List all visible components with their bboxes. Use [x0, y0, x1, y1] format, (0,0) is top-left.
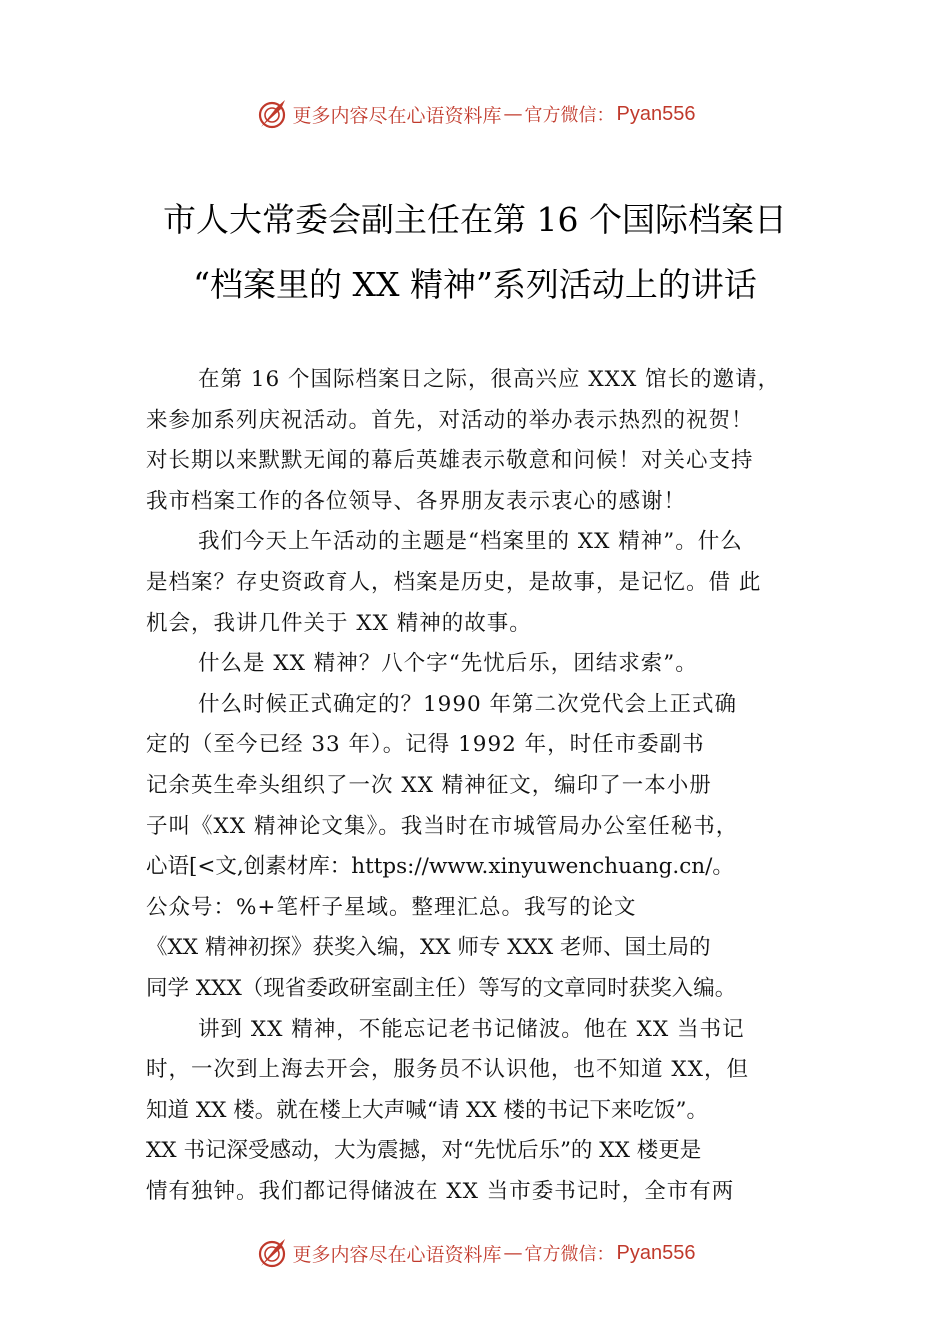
body-line: 讲到 XX 精神，不能忘记老书记储波。他在 XX 当书记 [198, 1016, 745, 1042]
header-banner [0, 94, 950, 134]
body-line: 公众号：%+笔杆子星域。整理汇总。我写的论文 [146, 894, 637, 920]
body-line: 机会，我讲几件关于 XX 精神的故事。 [146, 610, 532, 636]
body-line: 什么时候正式确定的？1990 年第二次党代会上正式确 [198, 691, 738, 717]
body-line: 同学 XXX（现省委政研室副主任）等写的文章同时获奖入编。 [146, 975, 737, 1001]
banner-wechat-id: Pyan556 [616, 102, 696, 125]
banner-wechat-id: Pyan556 [616, 1241, 696, 1264]
body-line: 《XX 精神初探》获奖入编，XX 师专 XXX 老师、国土局的 [146, 935, 711, 961]
document-title-line-2: “档案里的 XX 精神”系列活动上的讲话 [193, 265, 757, 304]
banner-text: 更多内容尽在心语资料库 [292, 104, 502, 127]
body-line: 子叫《XX 精神论文集》。我当时在市城管局办公室任秘书， [146, 813, 739, 839]
body-line: 我们今天上午活动的主题是“档案里的 XX 精神”。什么 [198, 529, 743, 555]
body-line: 记余英生牵头组织了一次 XX 精神征文，编印了一本小册 [146, 772, 712, 798]
body-line: 来参加系列庆祝活动。首先，对活动的举办表示热烈的祝贺！ [146, 407, 754, 433]
footer-banner [0, 1233, 950, 1273]
body-line: 情有独钟。我们都记得储波在 XX 当市委书记时，全市有两 [146, 1178, 735, 1204]
banner-wechat-label: 官方微信： [524, 105, 615, 126]
body-line: 时，一次到上海去开会，服务员不认识他，也不知道 XX，但 [146, 1057, 749, 1083]
document-body [146, 360, 836, 1212]
body-line: 我市档案工作的各位领导、各界朋友表示衷心的感谢！ [146, 488, 687, 514]
quill-logo-icon [255, 97, 289, 131]
body-line: 心语[<文,创素材库：https://www.xinyuwenchuang.cn/。 [146, 854, 734, 880]
banner-dash: — [503, 1242, 523, 1264]
body-line: 在第 16 个国际档案日之际，很高兴应 XXX 馆长的邀请， [198, 367, 781, 392]
body-line: XX 书记深受感动，大为震撼，对“先忧后乐”的 XX 楼更是 [146, 1138, 702, 1164]
banner-text: 更多内容尽在心语资料库 [292, 1243, 502, 1266]
body-line: 是档案？存史资政育人，档案是历史，是故事，是记忆。借 此 [146, 569, 762, 595]
document-title-line-1: 市人大常委会副主任在第 16 个国际档案日 [163, 200, 787, 239]
body-line: 对长期以来默默无闻的幕后英雄表示敬意和问候！对关心支持 [146, 448, 754, 474]
quill-logo-icon [255, 1236, 289, 1270]
banner-wechat-label: 官方微信： [524, 1244, 615, 1265]
body-line: 什么是 XX 精神？八个字“先忧后乐，团结求索”。 [198, 651, 698, 677]
body-line: 知道 XX 楼。就在楼上大声喊“请 XX 楼的书记下来吃饭”。 [146, 1097, 709, 1123]
banner-dash: — [503, 103, 523, 125]
body-line: 定的（至今已经 33 年）。记得 1992 年，时任市委副书 [146, 732, 705, 758]
